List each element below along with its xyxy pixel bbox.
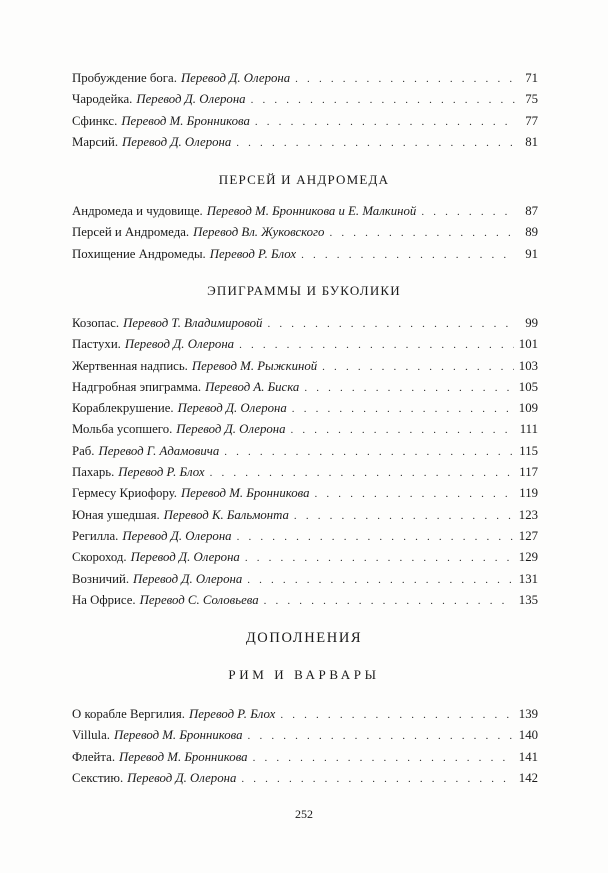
toc-entry xyxy=(72,547,538,568)
toc-entry-title: Надгробная эпиграмма. xyxy=(72,379,202,394)
toc-entry-page: 117 xyxy=(519,465,538,480)
toc-entry-title: На Офрисе. xyxy=(72,592,136,607)
toc-entry xyxy=(72,526,538,547)
toc-entry-title: Гермесу Криофору. xyxy=(72,486,177,501)
toc-entry-translator: Перевод Р. Блох xyxy=(209,246,297,261)
toc-entry-translator: Перевод Д. Олерона xyxy=(122,528,232,543)
toc-entry-translator: Перевод Д. Олерона xyxy=(130,550,240,565)
toc-entry xyxy=(72,244,538,265)
toc-entry-translator: Перевод Д. Олерона xyxy=(133,571,243,586)
toc-entry-title: Возничий. xyxy=(72,571,130,586)
dot-leader xyxy=(241,769,513,790)
toc-entry-title: Козопас. xyxy=(72,316,120,330)
toc-entry-title: Похищение Андромеды. xyxy=(72,246,206,261)
toc-entry-page: 119 xyxy=(519,486,538,501)
toc-entry-translator: Перевод М. Бронникова xyxy=(180,486,310,501)
dot-leader xyxy=(291,420,515,441)
dot-leader xyxy=(224,442,514,463)
toc-entry xyxy=(72,222,538,243)
toc-entry-translator: Перевод Д. Олерона xyxy=(176,422,286,437)
dot-leader xyxy=(255,112,515,133)
toc-entry-page: 89 xyxy=(525,225,538,240)
toc-entry-page: 140 xyxy=(518,728,538,743)
toc-entry-title: Мольба усопшего. xyxy=(72,422,173,437)
toc-entry xyxy=(72,590,538,611)
toc-entry xyxy=(72,89,538,110)
dot-leader xyxy=(236,133,515,154)
toc-entry-page: 87 xyxy=(525,204,538,218)
page-number: 252 xyxy=(295,807,313,821)
toc-entry-page: 103 xyxy=(518,358,538,373)
dot-leader xyxy=(421,202,515,223)
toc-entry-title: Чародейка. xyxy=(72,92,133,107)
toc-entry-translator: Перевод М. Бронникова xyxy=(119,749,248,764)
toc-entry-translator: Перевод Д. Олерона xyxy=(127,770,237,785)
toc-entry xyxy=(72,313,538,334)
toc-entry-translator: Перевод Р. Блох xyxy=(188,707,276,721)
toc-entry-translator: Перевод Т. Владимировой xyxy=(123,316,263,330)
toc-group-4 xyxy=(72,704,538,789)
toc-entry-page: 141 xyxy=(518,749,538,764)
toc-entry-title: Юная ушедшая. xyxy=(72,507,160,522)
toc-entry-translator: Перевод Д. Олерона xyxy=(124,337,235,352)
toc-entry-page: 109 xyxy=(518,401,538,416)
toc-entry-title: Секстию. xyxy=(72,770,124,785)
toc-entry-translator: Перевод Д. Олерона xyxy=(136,92,246,107)
toc-entry-title: Жертвенная надпись. xyxy=(72,358,188,373)
toc-entry xyxy=(72,569,538,590)
dot-leader xyxy=(264,591,514,612)
toc-entry-page: 91 xyxy=(525,246,538,261)
dot-leader xyxy=(251,90,515,111)
toc-entry-title: Villula. xyxy=(72,728,110,743)
toc-entry xyxy=(72,111,538,132)
dot-leader xyxy=(245,548,514,569)
toc-entry-title: Андромеда и чудовище. xyxy=(72,204,203,218)
toc-entry xyxy=(72,725,538,746)
dot-leader xyxy=(295,69,515,90)
dot-leader xyxy=(280,705,513,726)
toc-entry-title: Скороход. xyxy=(72,550,127,565)
dot-leader xyxy=(210,463,515,484)
toc-entry-title: Пахарь. xyxy=(72,465,115,480)
toc-entry-page: 99 xyxy=(525,316,538,330)
toc-entry-title: Сфинкс. xyxy=(72,113,118,128)
toc-entry xyxy=(72,704,538,725)
toc-entry-translator: Перевод С. Соловьева xyxy=(139,592,259,607)
toc-entry xyxy=(72,441,538,462)
toc-entry-page: 115 xyxy=(519,443,538,458)
toc-entry xyxy=(72,132,538,153)
toc-entry xyxy=(72,201,538,222)
toc-entry-page: 75 xyxy=(525,92,538,107)
toc-entry-page: 123 xyxy=(518,507,538,522)
dot-leader xyxy=(248,726,514,747)
toc-entry xyxy=(72,419,538,440)
toc-entry-page: 81 xyxy=(525,134,538,149)
dot-leader xyxy=(237,527,514,548)
dot-leader xyxy=(253,748,514,769)
toc-entry-translator: Перевод М. Бронникова xyxy=(113,728,243,743)
toc-entry-page: 101 xyxy=(518,337,538,352)
toc-group-1 xyxy=(72,68,538,153)
toc-entry xyxy=(72,68,538,89)
dot-leader xyxy=(239,335,514,356)
dot-leader xyxy=(292,399,514,420)
toc-entry-translator: Перевод Д. Олерона xyxy=(122,134,232,149)
toc-entry-page: 71 xyxy=(525,71,538,85)
toc-entry-page: 131 xyxy=(518,571,538,586)
dot-leader xyxy=(322,357,514,378)
toc-entry-translator: Перевод Д. Олерона xyxy=(180,71,291,85)
toc-entry-translator: Перевод Д. Олерона xyxy=(177,401,287,416)
toc-entry-title: О корабле Вергилия. xyxy=(72,707,185,721)
toc-entry xyxy=(72,505,538,526)
toc-entry-page: 139 xyxy=(518,707,538,721)
toc-entry xyxy=(72,377,538,398)
toc-entry-translator: Перевод Г. Адамовича xyxy=(98,443,220,458)
toc-entry-page: 129 xyxy=(518,550,538,565)
section-heading-perseus: ПЕРСЕЙ И АНДРОМЕДА xyxy=(218,172,390,187)
toc-entry-title: Регилла. xyxy=(72,528,119,543)
toc-entry-translator: Перевод М. Бронникова xyxy=(121,113,250,128)
toc-group-3 xyxy=(72,313,538,611)
toc-entry-title: Кораблекрушение. xyxy=(72,401,174,416)
toc-entry-title: Марсий. xyxy=(72,134,119,149)
toc-entry xyxy=(72,483,538,504)
toc-entry-page: 77 xyxy=(525,113,538,128)
toc-entry-translator: Перевод М. Бронникова и Е. Малкиной xyxy=(206,204,417,218)
dot-leader xyxy=(329,223,515,244)
toc-entry-page: 142 xyxy=(518,770,538,785)
toc-entry-translator: Перевод Вл. Жуковского xyxy=(193,225,325,240)
toc-entry xyxy=(72,334,538,355)
section-heading-epigrams: ЭПИГРАММЫ И БУКОЛИКИ xyxy=(207,283,401,298)
section-heading-rome: РИМ И ВАРВАРЫ xyxy=(228,667,380,682)
toc-entry-translator: Перевод А. Биска xyxy=(205,379,300,394)
dot-leader xyxy=(301,245,515,266)
toc-entry-translator: Перевод М. Рыжкиной xyxy=(191,358,318,373)
toc-entry-translator: Перевод Р. Блох xyxy=(118,465,205,480)
toc-entry-title: Персей и Андромеда. xyxy=(72,225,190,240)
toc-entry-page: 111 xyxy=(519,422,538,437)
toc-entry xyxy=(72,768,538,789)
toc-entry-page: 135 xyxy=(518,592,538,607)
dot-leader xyxy=(247,570,514,591)
dot-leader xyxy=(315,484,515,505)
toc-entry-title: Пробуждение бога. xyxy=(72,71,177,85)
toc-entry-title: Пастухи. xyxy=(72,337,121,352)
toc-entry xyxy=(72,747,538,768)
toc-group-2 xyxy=(72,201,538,265)
toc-entry-translator: Перевод К. Бальмонта xyxy=(163,507,289,522)
dot-leader xyxy=(304,378,513,399)
toc-entry xyxy=(72,462,538,483)
dot-leader xyxy=(294,506,514,527)
toc-entry-title: Флейта. xyxy=(72,749,116,764)
dot-leader xyxy=(267,314,515,335)
toc-entry xyxy=(72,398,538,419)
toc-entry-page: 105 xyxy=(518,379,538,394)
section-heading-supplements: ДОПОЛНЕНИЯ xyxy=(245,630,363,646)
toc-entry-title: Раб. xyxy=(72,443,95,458)
toc-entry xyxy=(72,356,538,377)
toc-entry-page: 127 xyxy=(518,528,538,543)
